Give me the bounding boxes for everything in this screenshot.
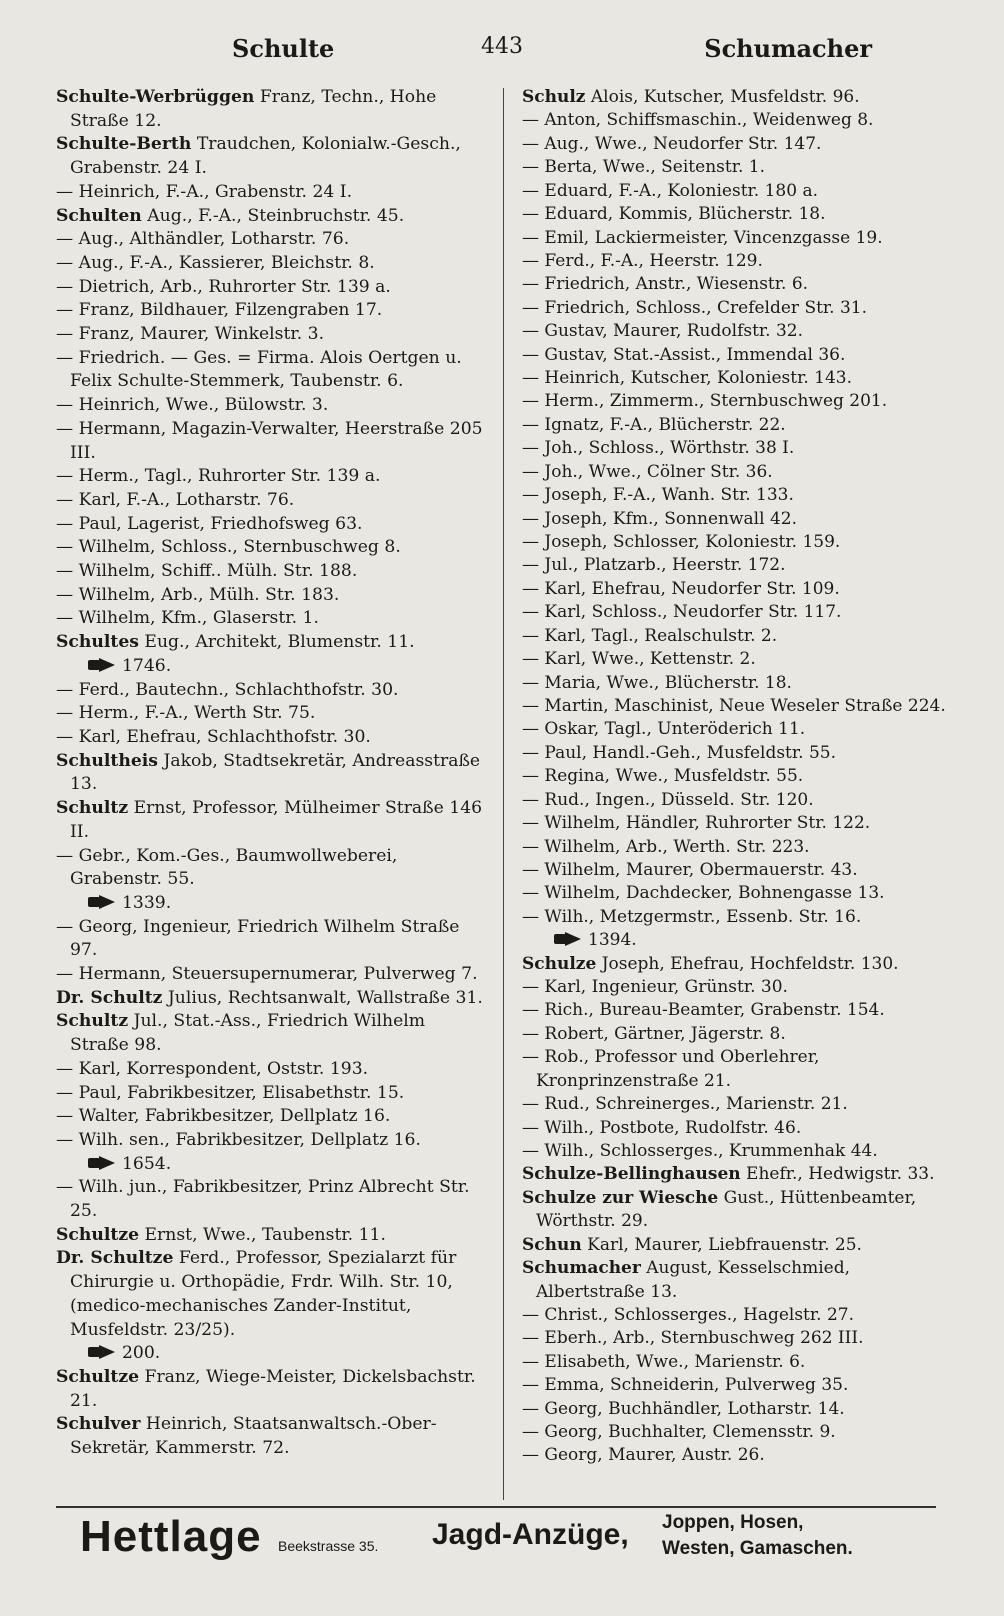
entry-details: — Wilhelm, Schloss., Sternbuschweg 8. bbox=[56, 537, 401, 558]
entry-details: — Friedrich, Anstr., Wiesenstr. 6. bbox=[522, 274, 809, 295]
entry-surname: Schulze bbox=[522, 953, 597, 974]
entry-details: — Martin, Maschinist, Neue Weseler Straße 224. bbox=[522, 695, 946, 716]
entry-details: — Karl, Ehefrau, Schlachthofstr. 30. bbox=[56, 726, 371, 747]
entry-surname: Schulver bbox=[56, 1414, 141, 1435]
entry-details: — Anton, Schiffsmaschin., Weidenweg 8. bbox=[522, 110, 874, 131]
entry-details: Ernst, Professor, Mülheimer Straße 146 II. bbox=[70, 798, 483, 842]
directory-entry bbox=[522, 625, 950, 648]
directory-entry bbox=[56, 702, 488, 726]
directory-entry bbox=[522, 578, 950, 601]
entry-details: — Emil, Lackiermeister, Vincenzgasse 19. bbox=[522, 227, 883, 248]
directory-entry bbox=[522, 1117, 950, 1140]
directory-entry bbox=[522, 508, 950, 531]
directory-entry bbox=[522, 1163, 950, 1186]
entry-surname: Dr. Schultz bbox=[56, 987, 163, 1008]
directory-entry bbox=[56, 228, 488, 252]
directory-entry bbox=[522, 250, 950, 273]
entry-details: Heinrich, Staatsanwaltsch.-Ober-Sekretär, Kammerstr. 72. bbox=[70, 1414, 437, 1459]
entry-details: — Joseph, Kfm., Sonnenwall 42. bbox=[522, 508, 797, 529]
entry-details: — Wilh., Metzgermstr., Essenb. Str. 16. bbox=[522, 906, 862, 927]
entry-details: Gust., Hüttenbeamter, Wörthstr. 29. bbox=[536, 1187, 917, 1232]
directory-entry bbox=[56, 1129, 488, 1176]
entry-surname: Schulte-Werbrüggen bbox=[56, 87, 255, 107]
page-number: 443 bbox=[481, 34, 523, 59]
entry-details: Eug., Architekt, Blumenstr. 11. bbox=[144, 632, 415, 653]
directory-entry bbox=[56, 679, 488, 703]
directory-entry bbox=[522, 531, 950, 554]
entry-details: — Gustav, Stat.-Assist., Immendal 36. bbox=[522, 344, 846, 365]
entry-surname: Schulze zur Wiesche bbox=[522, 1187, 719, 1208]
entry-details: — Joseph, Schlosser, Koloniestr. 159. bbox=[522, 532, 841, 553]
entry-details: — Regina, Wwe., Musfeldstr. 55. bbox=[522, 766, 804, 787]
directory-entry bbox=[522, 86, 950, 109]
directory-entry bbox=[522, 203, 950, 226]
entry-details: — Eduard, F.-A., Koloniestr. 180 a. bbox=[522, 180, 818, 201]
directory-entry bbox=[522, 672, 950, 695]
directory-entry bbox=[522, 1304, 950, 1327]
entry-details: — Wilhelm, Händler, Ruhrorter Str. 122. bbox=[522, 813, 871, 834]
entry-details: — Georg, Ingenieur, Friedrich Wilhelm Straße 97. bbox=[56, 916, 460, 961]
telephone-icon bbox=[88, 895, 116, 909]
directory-entry bbox=[522, 1234, 950, 1257]
entry-surname: Schultes bbox=[56, 632, 139, 653]
entry-details: — Paul, Handl.-Geh., Musfeldstr. 55. bbox=[522, 742, 836, 763]
directory-entry bbox=[522, 1421, 950, 1444]
telephone-icon bbox=[88, 1345, 116, 1359]
directory-entry bbox=[56, 963, 488, 987]
entry-details: — Herm., Tagl., Ruhrorter Str. 139 a. bbox=[56, 466, 381, 487]
directory-entry bbox=[56, 513, 488, 537]
entry-details: — Wilhelm, Kfm., Glaserstr. 1. bbox=[56, 608, 319, 629]
entry-details: — Wilhelm, Arb., Werth. Str. 223. bbox=[522, 836, 810, 857]
directory-entry bbox=[522, 484, 950, 507]
directory-entry bbox=[522, 437, 950, 460]
advert-address: Beekstrasse 35. bbox=[278, 1538, 379, 1554]
directory-entry bbox=[522, 1023, 950, 1046]
entry-details: — Eberh., Arb., Sternbuschweg 262 III. bbox=[522, 1328, 864, 1349]
entry-details: — Rob., Professor und Oberlehrer, Kronprinzenstraße 21. bbox=[522, 1047, 820, 1091]
directory-entry bbox=[56, 560, 488, 584]
advert-line-2: Westen, Gamaschen. bbox=[662, 1538, 853, 1559]
right-column bbox=[522, 86, 950, 1468]
directory-entry bbox=[56, 1366, 488, 1413]
directory-entry bbox=[522, 742, 950, 765]
directory-entry bbox=[522, 859, 950, 882]
entry-surname: Schumacher bbox=[522, 1258, 641, 1279]
entry-details: — Karl, F.-A., Lotharstr. 76. bbox=[56, 489, 295, 510]
entry-details: — Karl, Ehefrau, Neudorfer Str. 109. bbox=[522, 578, 840, 599]
entry-details: Franz, Techn., Hohe Straße 12. bbox=[70, 87, 437, 131]
entry-details: — Rud., Ingen., Düsseld. Str. 120. bbox=[522, 789, 814, 810]
directory-entry bbox=[522, 1140, 950, 1163]
directory-entry bbox=[56, 323, 488, 347]
entry-details: — Friedrich. — Ges. = Firma. Alois Oertgen u. Felix Schulte-Stemmerk, Taubenstr. 6. bbox=[56, 347, 462, 392]
entry-details: — Emma, Schneiderin, Pulverweg 35. bbox=[522, 1375, 849, 1396]
entry-phone-number: 1394. bbox=[588, 930, 637, 951]
directory-entry bbox=[56, 1413, 488, 1460]
directory-entry bbox=[522, 1187, 950, 1234]
telephone-icon bbox=[88, 658, 116, 672]
entry-details: — Heinrich, Wwe., Bülowstr. 3. bbox=[56, 395, 329, 416]
telephone-icon bbox=[88, 1156, 116, 1170]
directory-entry bbox=[522, 133, 950, 156]
entry-details: — Paul, Lagerist, Friedhofsweg 63. bbox=[56, 513, 363, 534]
directory-entry bbox=[522, 390, 950, 413]
directory-entry bbox=[56, 987, 488, 1011]
advert-line-1: Joppen, Hosen, bbox=[662, 1512, 804, 1533]
entry-details: — Maria, Wwe., Blücherstr. 18. bbox=[522, 672, 792, 693]
entry-surname: Schultz bbox=[56, 798, 129, 819]
entry-details: — Joh., Schloss., Wörthstr. 38 I. bbox=[522, 438, 795, 459]
entry-surname: Schulze-Bellinghausen bbox=[522, 1164, 741, 1185]
directory-entry bbox=[522, 976, 950, 999]
entry-details: — Karl, Tagl., Realschulstr. 2. bbox=[522, 625, 778, 646]
directory-entry bbox=[56, 181, 488, 205]
directory-entry bbox=[56, 465, 488, 489]
entry-details: — Ferd., Bautechn., Schlachthofstr. 30. bbox=[56, 679, 399, 700]
directory-entry bbox=[56, 1082, 488, 1106]
directory-entry bbox=[522, 461, 950, 484]
directory-entry bbox=[56, 418, 488, 465]
directory-entry bbox=[56, 86, 488, 133]
directory-entry bbox=[56, 394, 488, 418]
entry-details: Jakob, Stadtsekretär, Andreasstraße 13. bbox=[70, 750, 481, 795]
entry-details: — Karl, Schloss., Neudorfer Str. 117. bbox=[522, 602, 842, 623]
entry-details: Ehefr., Hedwigstr. 33. bbox=[746, 1164, 935, 1185]
entry-details: — Georg, Maurer, Austr. 26. bbox=[522, 1445, 765, 1466]
directory-entry bbox=[56, 1010, 488, 1057]
entry-surname: Schultze bbox=[56, 1366, 140, 1387]
entry-details: — Gebr., Kom.-Ges., Baumwollweberei, Grabenstr. 55. bbox=[56, 845, 398, 890]
directory-entry bbox=[522, 156, 950, 179]
directory-entry bbox=[56, 584, 488, 608]
entry-surname: Schultze bbox=[56, 1224, 140, 1245]
entry-details: — Wilh. jun., Fabrikbesitzer, Prinz Albrecht Str. 25. bbox=[56, 1177, 470, 1222]
running-header bbox=[60, 34, 944, 68]
column-divider bbox=[503, 88, 504, 1500]
entry-details: — Hermann, Steuersupernumerar, Pulverweg 7. bbox=[56, 964, 478, 985]
entry-details: — Rud., Schreinerges., Marienstr. 21. bbox=[522, 1094, 848, 1115]
directory-entry bbox=[522, 414, 950, 437]
directory-entry bbox=[56, 133, 488, 180]
entry-details: — Georg, Buchhändler, Lotharstr. 14. bbox=[522, 1398, 845, 1419]
entry-surname: Schulten bbox=[56, 205, 142, 226]
entry-surname: Schultheis bbox=[56, 750, 158, 771]
entry-details: Traudchen, Kolonialw.-Gesch., Grabenstr. 24 I. bbox=[70, 134, 461, 179]
entry-phone-number: 1654. bbox=[122, 1153, 172, 1174]
entry-details: — Gustav, Maurer, Rudolfstr. 32. bbox=[522, 321, 804, 342]
directory-entry bbox=[56, 750, 488, 797]
directory-entry bbox=[522, 789, 950, 812]
directory-entry bbox=[56, 489, 488, 513]
entry-surname: Schun bbox=[522, 1234, 582, 1255]
entry-details: — Wilhelm, Arb., Mülh. Str. 183. bbox=[56, 584, 340, 605]
directory-entry bbox=[522, 906, 950, 953]
directory-entry bbox=[56, 276, 488, 300]
directory-entry bbox=[56, 797, 488, 844]
entry-details: — Wilhelm, Dachdecker, Bohnengasse 13. bbox=[522, 883, 885, 904]
entry-details: — Karl, Korrespondent, Oststr. 193. bbox=[56, 1058, 369, 1079]
directory-entry bbox=[522, 601, 950, 624]
entry-details: — Aug., Althändler, Lotharstr. 76. bbox=[56, 229, 350, 250]
header-first-name: Schulte bbox=[232, 34, 335, 63]
entry-details: — Oskar, Tagl., Unteröderich 11. bbox=[522, 719, 806, 740]
directory-entry bbox=[522, 344, 950, 367]
directory-entry bbox=[522, 718, 950, 741]
directory-entry bbox=[522, 554, 950, 577]
entry-details: Julius, Rechtsanwalt, Wallstraße 31. bbox=[167, 987, 483, 1008]
directory-entry bbox=[522, 999, 950, 1022]
directory-entry bbox=[522, 882, 950, 905]
directory-entry bbox=[56, 1058, 488, 1082]
directory-entry bbox=[56, 1105, 488, 1129]
entry-details: Franz, Wiege-Meister, Dickelsbachstr. 21. bbox=[70, 1366, 476, 1411]
entry-details: — Wilhelm, Maurer, Obermauerstr. 43. bbox=[522, 859, 858, 880]
directory-entry bbox=[522, 953, 950, 976]
entry-details: — Wilh., Postbote, Rudolfstr. 46. bbox=[522, 1117, 802, 1138]
telephone-icon bbox=[554, 932, 582, 946]
entry-surname: Schulte-Berth bbox=[56, 134, 192, 155]
entry-details: — Friedrich, Schloss., Crefelder Str. 31. bbox=[522, 297, 868, 318]
directory-entry bbox=[56, 205, 488, 229]
advert-product: Jagd-Anzüge, bbox=[432, 1518, 629, 1551]
entry-details: — Rich., Bureau-Beamter, Grabenstr. 154. bbox=[522, 1000, 885, 1021]
directory-entry bbox=[56, 1247, 488, 1366]
directory-entry bbox=[522, 765, 950, 788]
entry-details: — Ignatz, F.-A., Blücherstr. 22. bbox=[522, 414, 786, 435]
directory-entry bbox=[56, 536, 488, 560]
entry-details: — Ferd., F.-A., Heerstr. 129. bbox=[522, 250, 763, 271]
directory-entry bbox=[522, 297, 950, 320]
directory-entry bbox=[522, 367, 950, 390]
directory-entry bbox=[56, 299, 488, 323]
entry-details: — Elisabeth, Wwe., Marienstr. 6. bbox=[522, 1351, 806, 1372]
entry-phone-number: 200. bbox=[122, 1343, 161, 1364]
directory-entry bbox=[56, 726, 488, 750]
entry-phone-number: 1339. bbox=[122, 892, 172, 913]
entry-details: — Dietrich, Arb., Ruhrorter Str. 139 a. bbox=[56, 276, 391, 297]
entry-details: — Joseph, F.-A., Wanh. Str. 133. bbox=[522, 485, 794, 506]
directory-entry bbox=[522, 180, 950, 203]
entry-details: — Herm., F.-A., Werth Str. 75. bbox=[56, 703, 316, 724]
entry-details: Alois, Kutscher, Musfeldstr. 96. bbox=[590, 87, 860, 107]
directory-entry bbox=[522, 1398, 950, 1421]
entry-surname: Dr. Schultze bbox=[56, 1248, 174, 1269]
entry-details: — Heinrich, Kutscher, Koloniestr. 143. bbox=[522, 368, 853, 389]
entry-details: — Georg, Buchhalter, Clemensstr. 9. bbox=[522, 1422, 836, 1443]
entry-details: — Karl, Wwe., Kettenstr. 2. bbox=[522, 649, 756, 670]
directory-entry bbox=[56, 347, 488, 394]
entry-details: — Karl, Ingenieur, Grünstr. 30. bbox=[522, 977, 788, 998]
directory-entry bbox=[56, 1176, 488, 1223]
entry-details: — Franz, Maurer, Winkelstr. 3. bbox=[56, 324, 325, 345]
entry-details: — Wilhelm, Schiff.. Mülh. Str. 188. bbox=[56, 561, 358, 582]
entry-details: — Joh., Wwe., Cölner Str. 36. bbox=[522, 461, 773, 482]
directory-entry bbox=[522, 320, 950, 343]
entry-details: August, Kesselschmied, Albertstraße 13. bbox=[536, 1258, 851, 1302]
header-last-name: Schumacher bbox=[704, 34, 872, 63]
entry-details: Karl, Maurer, Liebfrauenstr. 25. bbox=[587, 1234, 862, 1255]
advert-rule bbox=[56, 1506, 936, 1508]
entry-details: — Wilh. sen., Fabrikbesitzer, Dellplatz 16. bbox=[56, 1129, 421, 1150]
entry-details: Ferd., Professor, Spezialarzt für Chirurgie u. Orthopädie, Frdr. Wilh. Str. 10, (medico-mechanisches Zander-Institut, Musfeldstr. 23/25). bbox=[70, 1248, 457, 1340]
entry-phone-number: 1746. bbox=[122, 655, 172, 676]
directory-entry bbox=[522, 648, 950, 671]
entry-details: — Wilh., Schlosserges., Krummenhak 44. bbox=[522, 1140, 878, 1161]
entry-details: Ernst, Wwe., Taubenstr. 11. bbox=[144, 1224, 386, 1245]
directory-entry bbox=[56, 845, 488, 916]
entry-details: — Jul., Platzarb., Heerstr. 172. bbox=[522, 555, 786, 576]
entry-details: — Aug., Wwe., Neudorfer Str. 147. bbox=[522, 133, 822, 154]
directory-entry bbox=[522, 1257, 950, 1304]
entry-details: Joseph, Ehefrau, Hochfeldstr. 130. bbox=[601, 953, 899, 974]
entry-details: — Berta, Wwe., Seitenstr. 1. bbox=[522, 157, 765, 178]
directory-entry bbox=[522, 1093, 950, 1116]
directory-entry bbox=[56, 916, 488, 963]
entry-details: — Robert, Gärtner, Jägerstr. 8. bbox=[522, 1023, 786, 1044]
entry-details: Aug., F.-A., Steinbruchstr. 45. bbox=[147, 205, 405, 226]
entry-details: — Christ., Schlosserges., Hagelstr. 27. bbox=[522, 1304, 854, 1325]
entry-details: — Hermann, Magazin-Verwalter, Heerstraße 205 III. bbox=[56, 418, 483, 463]
directory-entry bbox=[522, 109, 950, 132]
directory-entry bbox=[522, 273, 950, 296]
directory-entry bbox=[522, 1351, 950, 1374]
entry-details: Jul., Stat.-Ass., Friedrich Wilhelm Straße 98. bbox=[70, 1011, 426, 1056]
entry-details: — Walter, Fabrikbesitzer, Dellplatz 16. bbox=[56, 1106, 391, 1127]
advertisement bbox=[80, 1512, 960, 1592]
directory-entry bbox=[522, 695, 950, 718]
entry-surname: Schulz bbox=[522, 87, 586, 107]
directory-entry bbox=[56, 607, 488, 631]
directory-entry bbox=[56, 1224, 488, 1248]
entry-details: — Paul, Fabrikbesitzer, Elisabethstr. 15. bbox=[56, 1082, 405, 1103]
left-column bbox=[56, 86, 488, 1461]
entry-details: — Heinrich, F.-A., Grabenstr. 24 I. bbox=[56, 181, 353, 202]
entry-details: — Franz, Bildhauer, Filzengraben 17. bbox=[56, 300, 383, 321]
entry-details: — Eduard, Kommis, Blücherstr. 18. bbox=[522, 204, 826, 225]
directory-entry bbox=[522, 1444, 950, 1467]
directory-entry bbox=[522, 836, 950, 859]
directory-entry bbox=[522, 227, 950, 250]
directory-entry bbox=[522, 812, 950, 835]
entry-details: — Herm., Zimmerm., Sternbuschweg 201. bbox=[522, 391, 888, 412]
entry-surname: Schultz bbox=[56, 1011, 129, 1032]
entry-details: — Aug., F.-A., Kassierer, Bleichstr. 8. bbox=[56, 252, 375, 273]
directory-entry bbox=[56, 252, 488, 276]
directory-entry bbox=[522, 1046, 950, 1093]
directory-entry bbox=[522, 1327, 950, 1350]
directory-entry bbox=[56, 631, 488, 678]
directory-entry bbox=[522, 1374, 950, 1397]
advert-brand: Hettlage bbox=[80, 1512, 262, 1561]
